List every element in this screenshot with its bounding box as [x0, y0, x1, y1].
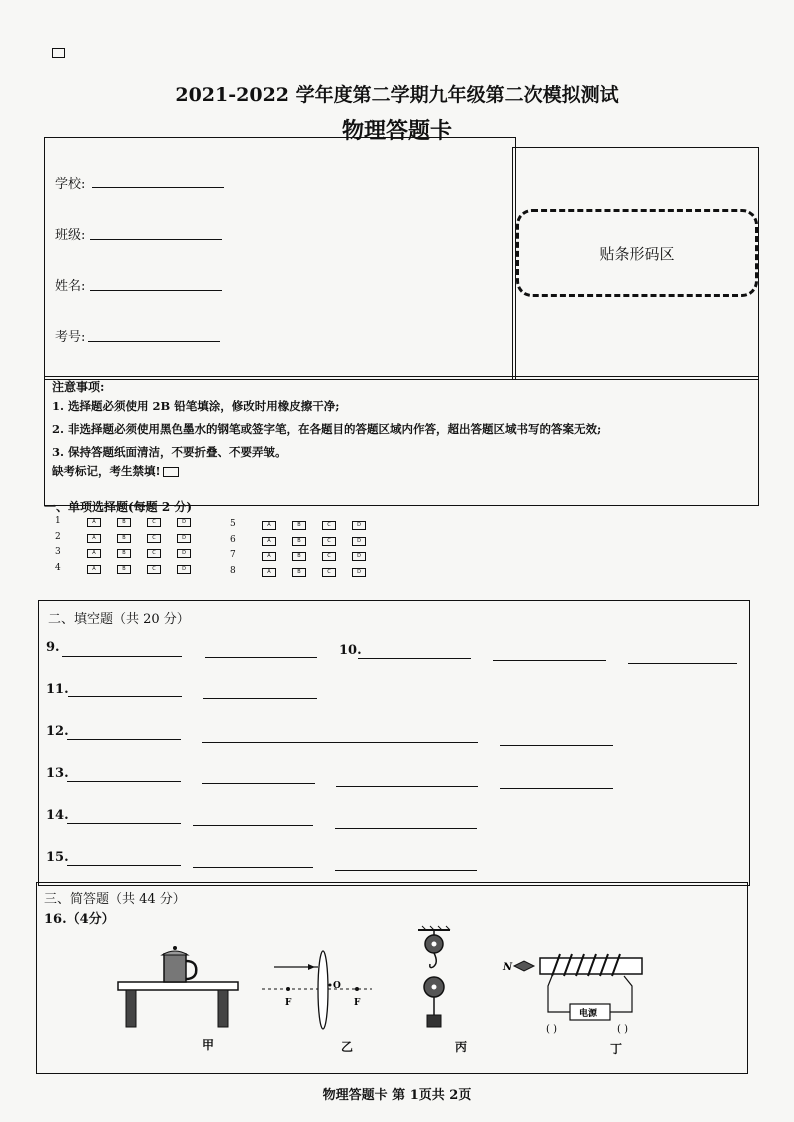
- notes-title: 注意事项:: [52, 380, 105, 394]
- option-bubble-a[interactable]: A: [87, 565, 101, 574]
- cup-lid: [162, 951, 188, 955]
- lid-knob: [173, 946, 177, 950]
- hook: [430, 953, 436, 968]
- question-number: 1: [55, 516, 61, 526]
- option-bubble-b[interactable]: B: [292, 521, 306, 530]
- option-bubble-c[interactable]: C: [322, 521, 336, 530]
- answer-blank[interactable]: [67, 822, 181, 824]
- student-info-box: [44, 137, 516, 380]
- note-item: 3. 保持答题纸面清洁，不要折叠、不要弄皱。: [52, 445, 287, 459]
- answer-blank[interactable]: [67, 864, 181, 866]
- name-field[interactable]: [90, 289, 222, 291]
- movable-pulley-axle: [432, 985, 437, 990]
- option-bubble-b[interactable]: B: [292, 552, 306, 561]
- power-label: 电源: [579, 1009, 598, 1019]
- class-label: 班级:: [55, 228, 86, 243]
- caption-yi: 乙: [341, 1040, 354, 1054]
- answer-blank[interactable]: [500, 744, 613, 746]
- option-bubble-d[interactable]: D: [177, 565, 191, 574]
- q11-label: 11.: [46, 682, 69, 697]
- option-bubble-d[interactable]: D: [352, 537, 366, 546]
- option-bubble-b[interactable]: B: [292, 537, 306, 546]
- option-bubble-d[interactable]: D: [177, 549, 191, 558]
- option-bubble-b[interactable]: B: [117, 565, 131, 574]
- question-number: 2: [55, 531, 61, 542]
- answer-blank[interactable]: [500, 787, 613, 789]
- note-item: 2. 非选择题必须使用黑色墨水的钢笔或签字笔，在各题目的答题区域内作答，超出答题区域书写的答案无效;: [52, 422, 602, 436]
- option-bubble-c[interactable]: C: [147, 565, 161, 574]
- answer-blank[interactable]: [202, 782, 315, 784]
- option-bubble-a[interactable]: A: [87, 534, 101, 543]
- school-field[interactable]: [92, 186, 224, 188]
- ray-arrow: [308, 964, 315, 970]
- answer-blank[interactable]: [67, 738, 181, 740]
- option-bubble-a[interactable]: A: [262, 521, 276, 530]
- exam-title: 2021-2022 学年度第二学期九年级第二次模拟测试: [175, 84, 619, 106]
- question-number: 3: [55, 547, 61, 557]
- absent-mark: [52, 463, 179, 479]
- question-number: 6: [230, 534, 236, 545]
- caption-ding: 丁: [610, 1042, 623, 1056]
- optical-center: [329, 984, 332, 987]
- figure-cup-on-table: [112, 945, 242, 1030]
- table-top: [118, 982, 238, 990]
- answer-blank[interactable]: [202, 741, 478, 743]
- option-bubble-c[interactable]: C: [322, 568, 336, 577]
- note-item: 1. 选择题必须使用 2B 铅笔填涂，修改时用橡皮擦干净;: [52, 399, 340, 413]
- q13-label: 13.: [46, 766, 69, 781]
- corner-mark: [52, 48, 65, 58]
- absent-label: 缺考标记，考生禁填!: [52, 464, 161, 478]
- q9-label: 9.: [46, 640, 60, 655]
- name-label: 姓名:: [55, 279, 86, 294]
- figure-pulley-system: [410, 925, 460, 1035]
- answer-blank[interactable]: [68, 695, 182, 697]
- figure-electromagnet: [500, 950, 650, 1035]
- focus-point-right: [355, 987, 359, 991]
- question-number: 5: [230, 519, 236, 529]
- page-footer: 物理答题卡 第 1页共 2页: [322, 1088, 472, 1103]
- option-bubble-b[interactable]: B: [117, 518, 131, 527]
- section2-title: 二、填空题（共 20 分）: [48, 612, 190, 627]
- pole-label: N: [503, 962, 513, 973]
- focus-label-right: F: [354, 998, 361, 1008]
- table-leg: [126, 990, 136, 1027]
- question-number: 7: [230, 550, 236, 560]
- option-bubble-c[interactable]: C: [147, 534, 161, 543]
- fixed-pulley-axle: [432, 942, 437, 947]
- option-bubble-c[interactable]: C: [147, 518, 161, 527]
- answer-blank[interactable]: [628, 662, 737, 664]
- option-bubble-a[interactable]: A: [262, 568, 276, 577]
- option-bubble-b[interactable]: B: [117, 549, 131, 558]
- answer-blank[interactable]: [358, 657, 471, 659]
- exam-number-label: 考号:: [55, 330, 86, 345]
- terminal-bracket-left: ( ): [546, 1024, 557, 1035]
- notes-box: [44, 376, 759, 506]
- option-bubble-c[interactable]: C: [147, 549, 161, 558]
- answer-sheet-title: 物理答题卡: [341, 118, 452, 144]
- option-bubble-a[interactable]: A: [262, 537, 276, 546]
- option-bubble-c[interactable]: C: [322, 537, 336, 546]
- option-bubble-c[interactable]: C: [322, 552, 336, 561]
- terminal-bracket-right: ( ): [617, 1024, 628, 1035]
- cup-body: [164, 954, 186, 982]
- focus-label-left: F: [285, 998, 292, 1008]
- answer-blank[interactable]: [193, 824, 313, 826]
- section3-title: 三、简答题（共 44 分）: [44, 892, 186, 907]
- answer-blank[interactable]: [62, 655, 182, 657]
- caption-jia: 甲: [202, 1038, 215, 1052]
- answer-blank[interactable]: [335, 827, 477, 829]
- question-number: 4: [55, 562, 61, 573]
- answer-blank[interactable]: [205, 656, 317, 658]
- school-label: 学校:: [55, 177, 86, 192]
- exam-number-field[interactable]: [88, 340, 220, 342]
- answer-blank[interactable]: [203, 697, 317, 699]
- q12-label: 12.: [46, 724, 69, 739]
- focus-point-left: [286, 987, 290, 991]
- q10-label: 10.: [339, 643, 362, 658]
- option-bubble-d[interactable]: D: [177, 518, 191, 527]
- caption-bing: 丙: [455, 1040, 468, 1054]
- option-bubble-d[interactable]: D: [352, 568, 366, 577]
- option-bubble-b[interactable]: B: [117, 534, 131, 543]
- center-label: O: [333, 981, 341, 991]
- option-bubble-a[interactable]: A: [262, 552, 276, 561]
- lens: [318, 951, 328, 1029]
- q16-label: 16.（4分）: [44, 912, 115, 927]
- answer-blank[interactable]: [335, 869, 477, 871]
- option-bubble-a[interactable]: A: [87, 518, 101, 527]
- option-bubble-d[interactable]: D: [352, 552, 366, 561]
- option-bubble-a[interactable]: A: [87, 549, 101, 558]
- fill-blank-box: [38, 600, 750, 886]
- cup-handle: [186, 961, 196, 979]
- option-bubble-d[interactable]: D: [352, 521, 366, 530]
- weight: [427, 1015, 441, 1027]
- q15-label: 15.: [46, 850, 69, 865]
- section1-title: 一、单项选择题(每题 2 分): [44, 500, 193, 514]
- q14-label: 14.: [46, 808, 69, 823]
- answer-blank[interactable]: [493, 659, 606, 661]
- figure-convex-lens: [258, 945, 378, 1035]
- class-field[interactable]: [90, 238, 222, 240]
- question-number: 8: [230, 565, 236, 576]
- barcode-area: 贴条形码区: [516, 209, 758, 297]
- option-bubble-b[interactable]: B: [292, 568, 306, 577]
- compass-needle: [514, 961, 534, 971]
- answer-blank[interactable]: [67, 780, 181, 782]
- option-bubble-d[interactable]: D: [177, 534, 191, 543]
- absent-checkbox[interactable]: [163, 467, 179, 477]
- answer-blank[interactable]: [193, 866, 313, 868]
- answer-blank[interactable]: [336, 785, 478, 787]
- table-leg: [218, 990, 228, 1027]
